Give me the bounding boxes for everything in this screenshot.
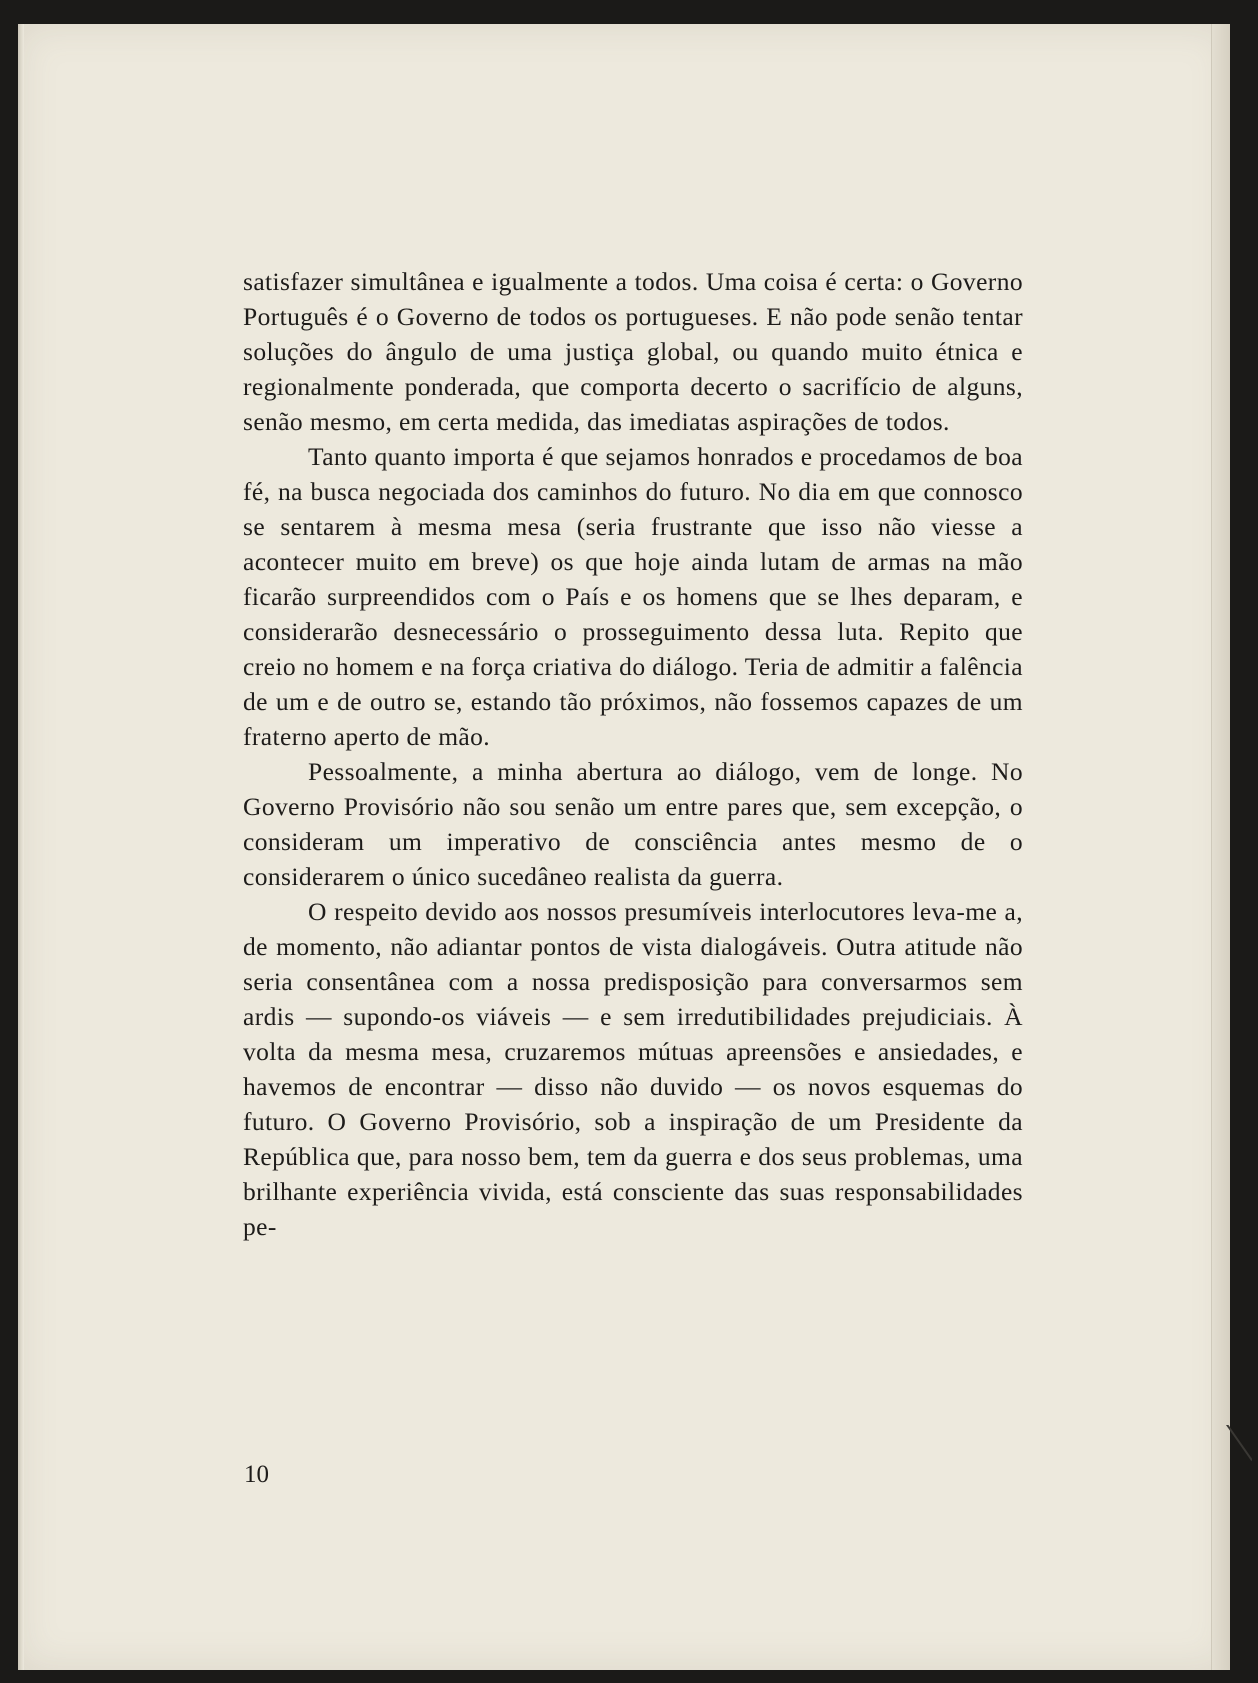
paragraph-3: Pessoalmente, a minha abertura ao diálogo, vem de longe. No Governo Provisório não sou senão um entre pares que, sem excepção, o consideram um imperativo de consciência antes mesmo de o considerarem o único sucedâneo realista da guerra. (243, 757, 1023, 891)
page-binding-edge (18, 24, 24, 1670)
page-number: 10 (244, 1461, 269, 1488)
page-corner-fold (1222, 1425, 1252, 1465)
page-fore-edge (1211, 24, 1230, 1670)
paragraph-4: O respeito devido aos nossos presumíveis interlocutores leva-me a, de momento, não adiantar pontos de vista dialogáveis. Outra atitude não seria consentânea com a nossa predisposição para conversarmos sem ardis — supondo-os viáveis — e sem irredutibilidades prejudiciais. À volta da mesma mesa, cruzaremos mútuas apreensões e ansiedades, e havemos de encontrar — disso não duvido — os novos esquemas do futuro. O Governo Provisório, sob a inspiração de um Presidente da República que, para nosso bem, tem da guerra e dos seus problemas, uma brilhante experiência vivida, está consciente das suas responsabilidades pe- (243, 897, 1023, 1241)
body-text (243, 264, 1023, 1244)
book-page (18, 24, 1230, 1670)
paragraph-1: satisfazer simultânea e igualmente a todos. Uma coisa é certa: o Governo Português é o Governo de todos os portugueses. E não pode senão tentar soluções do ângulo de uma justiça global, ou quando muito étnica e regionalmente ponderada, que comporta decerto o sacrifício de alguns, senão mesmo, em certa medida, das imediatas aspirações de todos. (243, 267, 1023, 436)
paragraph-2: Tanto quanto importa é que sejamos honrados e procedamos de boa fé, na busca negociada dos caminhos do futuro. No dia em que connosco se sentarem à mesma mesa (seria frustrante que isso não viesse a acontecer muito em breve) os que hoje ainda lutam de armas na mão ficarão surpreendidos com o País e os homens que se lhes deparam, e considerarão desnecessário o prosseguimento dessa luta. Repito que creio no homem e na força criativa do diálogo. Teria de admitir a falência de um e de outro se, estando tão próximos, não fossemos capazes de um fraterno aperto de mão. (243, 442, 1023, 751)
